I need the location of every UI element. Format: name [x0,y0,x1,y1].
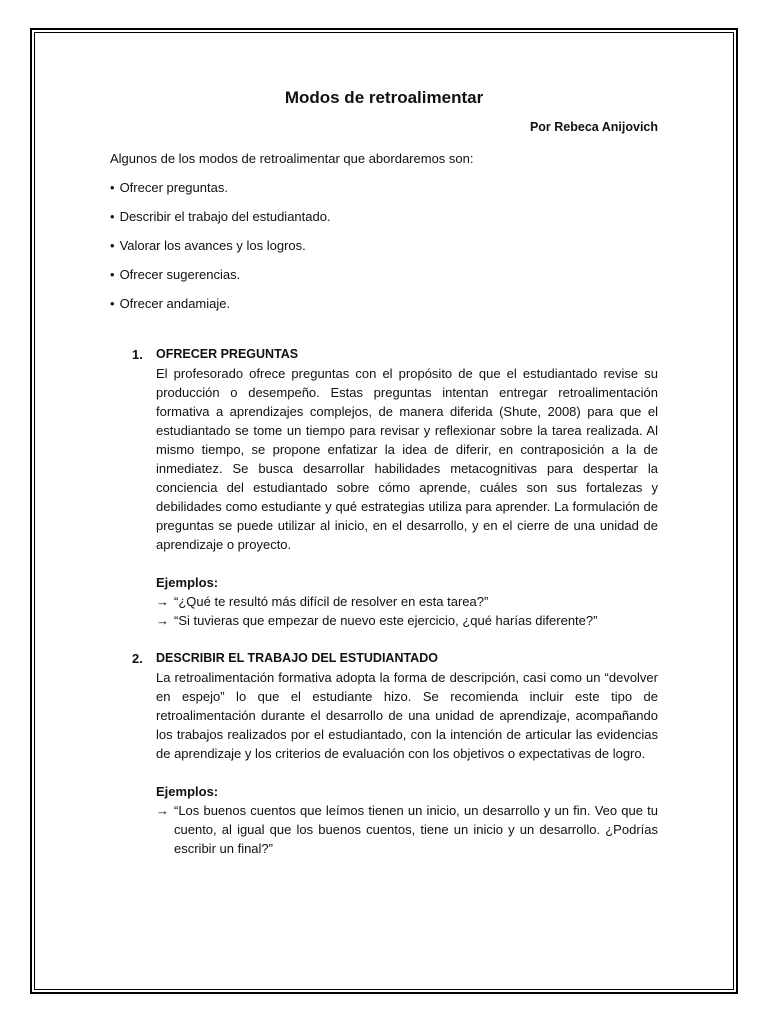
section-number: 2. [132,651,143,666]
example-text: “Los buenos cuentos que leímos tienen un inicio, un desarrollo y un fin. Veo que tu cuento, al igual que los buenos cuentos, tiene un inicio y un desarrollo. ¿Podrías escribir un final?” [174,803,658,856]
arrow-right-icon: → [156,803,169,818]
example-item [156,801,658,858]
list-item: • Ofrecer sugerencias. [110,265,658,284]
section-describir-trabajo [132,649,658,858]
list-item: • Ofrecer preguntas. [110,178,658,197]
document-body [110,86,658,858]
document-title: Modos de retroalimentar [284,88,484,107]
modes-list [110,178,658,313]
section-paragraph: El profesorado ofrece preguntas con el propósito de que el estudiantado revise su producción o desempeño. Estas preguntas intentan entregar retroalimentación formativa a aprendizajes complejos, de manera diferida (Shute, 2008) para que el estudiantado se tome un tiempo para revisar y reflexionar sobre la tarea realizada. Al mismo tiempo, se propone enfatizar la idea de diferir, en contraposición a la de inmediatez. Se busca desarrollar habilidades metacognitivas para despertar la conciencia del estudiantado sobre cómo aprende, cuáles son sus fortalezas y debilidades como estudiante y qué estrategias utiliza para aprender. La formulación de preguntas se puede utilizar al inicio, en el desarrollo, y en el cierre de una unidad de aprendizaje o proyecto. [156,366,658,552]
example-text: “¿Qué te resultó más difícil de resolver en esta tarea?” [174,594,489,609]
section-ofrecer-preguntas [132,345,658,630]
examples-heading: Ejemplos: [156,784,219,799]
list-item: • Describir el trabajo del estudiantado. [110,207,658,226]
section-heading: OFRECER PREGUNTAS [156,347,299,361]
author-line: Por Rebeca Anijovich [529,120,658,134]
intro-text: Algunos de los modos de retroalimentar que abordaremos son: [110,151,474,166]
examples-heading: Ejemplos: [156,575,219,590]
arrow-right-icon: → [156,594,169,609]
section-number: 1. [132,347,143,362]
list-item: • Valorar los avances y los logros. [110,236,658,255]
example-item [156,592,658,611]
arrow-right-icon: → [156,613,169,628]
list-item: • Ofrecer andamiaje. [110,294,658,313]
section-heading: DESCRIBIR EL TRABAJO DEL ESTUDIANTADO [156,651,438,665]
example-item [156,611,658,630]
section-paragraph: La retroalimentación formativa adopta la forma de descripción, casi como un “devolver en espejo” lo que el estudiante hizo. Se recomienda incluir este tipo de retroalimentación durante el desarrollo de una unidad de aprendizaje, acompañando los trabajos realizados por el estudiantado, con la intención de articular las evidencias de aprendizaje y los criterios de evaluación con los objetivos o expectativas de logro. [156,670,658,761]
example-text: “Si tuvieras que empezar de nuevo este ejercicio, ¿qué harías diferente?” [174,613,598,628]
